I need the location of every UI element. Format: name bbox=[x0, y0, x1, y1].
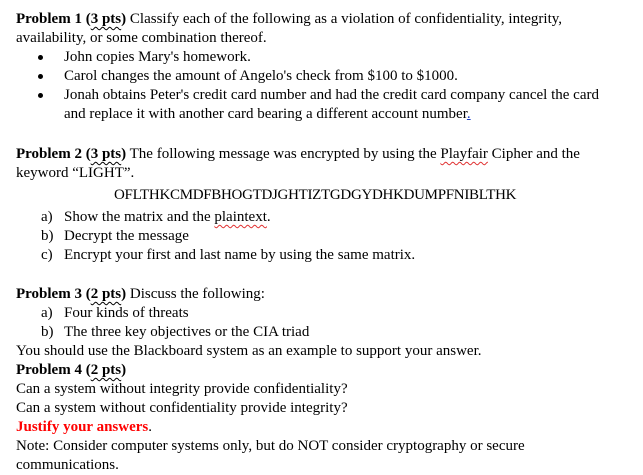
problem-2-subitems bbox=[16, 208, 636, 265]
problem-2-intro: Problem 2 (3 pts) The following message was encrypted by using the Playfair Cipher and the bbox=[16, 146, 580, 162]
justify-emphasis: Justify your answers bbox=[16, 419, 149, 435]
list-item: John copies Mary's homework. bbox=[16, 48, 636, 67]
list-item: c) Encrypt your first and last name by using the same matrix. bbox=[41, 247, 416, 263]
spacer bbox=[16, 265, 636, 285]
list-item: Jonah obtains Peter's credit card number and had the credit card company cancel the card and replace it with another card bearing a different account number. bbox=[16, 86, 636, 124]
problem-1-intro: Problem 1 (3 pts) Classify each of the following as a violation of confidentiality, integrity, bbox=[16, 11, 563, 27]
problem-4-emphasis: Justify your answers. bbox=[16, 419, 152, 435]
problem-3-footer: You should use the Blackboard system as an example to support your answer. bbox=[16, 343, 482, 359]
problem-4-note-line2: communications. bbox=[16, 457, 119, 473]
spellcheck-word-playfair: Playfair bbox=[440, 146, 488, 162]
list-item: b) The three key objectives or the CIA triad bbox=[41, 324, 310, 340]
spacer bbox=[16, 124, 636, 145]
problem-4-title: Problem 4 bbox=[16, 362, 82, 378]
problem-3-subitems bbox=[16, 304, 636, 342]
problem-4-heading: Problem 4 (2 pts) bbox=[16, 362, 127, 378]
spellcheck-word-plaintext: plaintext bbox=[214, 209, 267, 225]
problem-2-title: Problem 2 bbox=[16, 146, 82, 162]
problem-4-points: 2 pts bbox=[90, 362, 122, 378]
problem-3 bbox=[16, 285, 636, 361]
problem-3-title: Problem 3 bbox=[16, 286, 82, 302]
ciphertext: OFLTHKCMDFBHOGTDJGHTIZTGDGYDHKDUMPFNIBLTHK bbox=[114, 187, 517, 203]
problem-3-points: 2 pts bbox=[90, 286, 122, 302]
list-item: a) Four kinds of threats bbox=[41, 305, 189, 321]
problem-1-intro-line1: Classify each of the following as a violation of confidentiality, integrity, bbox=[129, 11, 563, 27]
problem-4-note-line1: Note: Consider computer systems only, but do NOT consider cryptography or secure bbox=[16, 438, 525, 454]
problem-3-intro: Problem 3 (2 pts) Discuss the following: bbox=[16, 286, 265, 302]
problem-2-intro-line2: keyword “LIGHT”. bbox=[16, 165, 135, 181]
problem-1-bullet-list bbox=[16, 48, 636, 124]
list-item: Carol changes the amount of Angelo's check from $100 to $1000. bbox=[16, 67, 636, 86]
problem-4-question-1: Can a system without integrity provide confidentiality? bbox=[16, 381, 348, 397]
problem-4 bbox=[16, 361, 636, 475]
problem-4-question-2: Can a system without confidentiality provide integrity? bbox=[16, 400, 348, 416]
problem-1-intro-line2: availability, or some combination thereof. bbox=[16, 30, 267, 46]
list-item: a) Show the matrix and the plaintext. bbox=[41, 209, 271, 225]
problem-1-title: Problem 1 bbox=[16, 11, 82, 27]
problem-1-points: 3 pts bbox=[90, 11, 122, 27]
problem-1 bbox=[16, 10, 636, 124]
problem-2 bbox=[16, 145, 636, 265]
list-item: b) Decrypt the message bbox=[41, 228, 189, 244]
trailing-period: . bbox=[466, 106, 471, 122]
problem-2-points: 3 pts bbox=[90, 146, 122, 162]
